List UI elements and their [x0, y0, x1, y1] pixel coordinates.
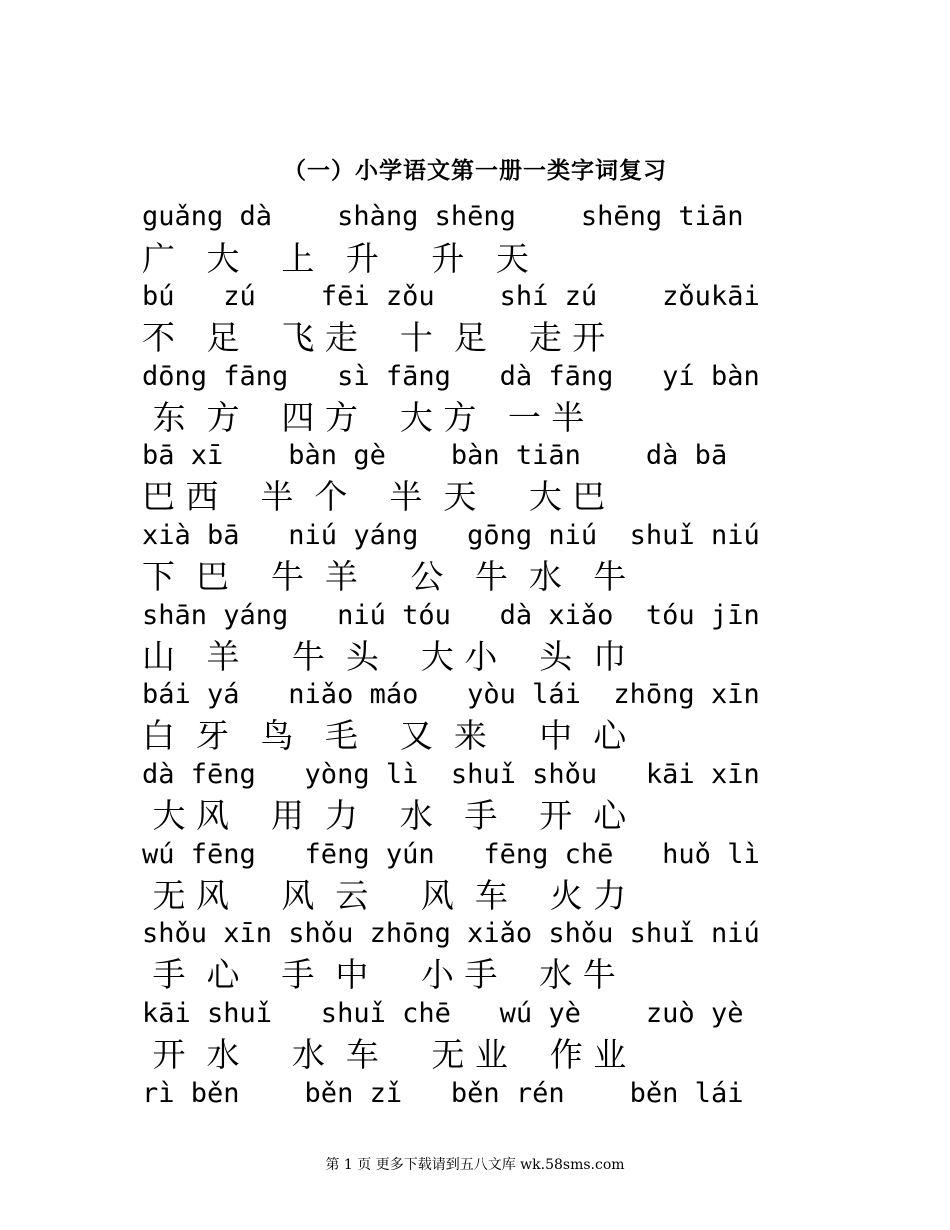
hanzi-row: 下 巴 牛 羊 公 牛 水 牛 — [142, 557, 627, 596]
hanzi-row: 山 羊 牛 头 大 小 头 巾 — [142, 637, 627, 676]
hanzi-row: 广 大 上 升 升 天 — [142, 239, 529, 278]
pinyin-row: kāi shuǐ shuǐ chē wú yè zuò yè — [142, 998, 744, 1029]
pinyin-row: dà fēng yòng lì shuǐ shǒu kāi xīn — [142, 759, 760, 790]
hanzi-row: 巴 西 半 个 半 天 大 巴 — [142, 477, 606, 516]
page-title: （一）小学语文第一册一类字词复习 — [283, 157, 667, 184]
hanzi-row: 东 方 四 方 大 方 一 半 — [142, 398, 585, 437]
pinyin-row: guǎng dà shàng shēng shēng tiān — [142, 201, 744, 232]
hanzi-row: 白 牙 鸟 毛 又 来 中 心 — [142, 716, 627, 755]
hanzi-row: 无 风 风 云 风 车 火 力 — [142, 876, 627, 915]
hanzi-row: 大 风 用 力 水 手 开 心 — [142, 796, 627, 835]
hanzi-row: 开 水 水 车 无 业 作 业 — [142, 1035, 627, 1074]
pinyin-row: rì běn běn zǐ běn rén běn lái — [142, 1078, 744, 1109]
page-footer: 第 1 页 更多下载请到五八文库 wk.58sms.com — [325, 1157, 625, 1173]
pinyin-row: shǒu xīn shǒu zhōng xiǎo shǒu shuǐ niú — [142, 918, 760, 949]
pinyin-row: shān yáng niú tóu dà xiǎo tóu jīn — [142, 600, 760, 631]
hanzi-row: 手 心 手 中 小 手 水 牛 — [142, 955, 616, 994]
pinyin-row: xià bā niú yáng gōng niú shuǐ niú — [142, 520, 760, 551]
pinyin-row: wú fēng fēng yún fēng chē huǒ lì — [142, 839, 760, 870]
pinyin-row: dōng fāng sì fāng dà fāng yí bàn — [142, 361, 760, 392]
pinyin-row: bú zú fēi zǒu shí zú zǒukāi — [142, 281, 760, 312]
pinyin-row: bā xī bàn gè bàn tiān dà bā — [142, 440, 728, 471]
pinyin-row: bái yá niǎo máo yòu lái zhōng xīn — [142, 679, 760, 710]
hanzi-row: 不 足 飞 走 十 足 走 开 — [142, 318, 606, 357]
